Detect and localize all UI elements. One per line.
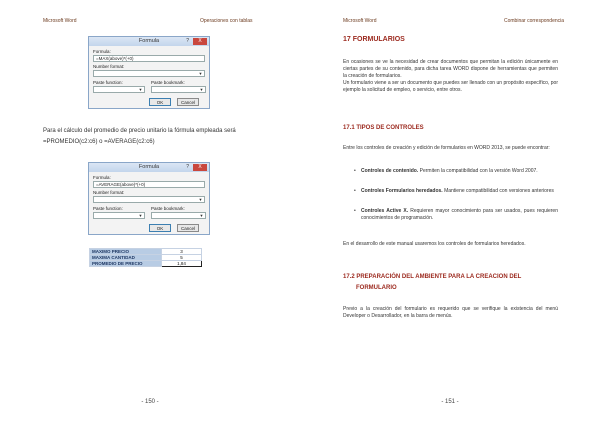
list-item: • Controles Active X. Requieren mayor conocimiento para ser usados, pues requieren conocimientos de programación.	[354, 208, 558, 221]
table-cell-value: 5	[162, 255, 202, 261]
paragraph-5: Previo a la creación del formulario es requerido que se verifique la existencia del menú Developer o Desarrollador, en la barra de menús.	[343, 306, 558, 319]
chevron-down-icon: ▼	[199, 213, 204, 218]
table-row	[90, 261, 212, 267]
paragraph-1: En ocasiones se ve la necesidad de crear documentos que permitan la edición únicamente en ciertas partes de su contenido, para dicha tarea WORD dispone de herramientas que permiten la creación de formularios.	[343, 59, 558, 79]
page-number: - 150 -	[141, 399, 159, 405]
paragraph-line2: =PROMEDIO(c2:c6) o =AVERAGE(c2:c6)	[43, 139, 155, 145]
bullet-icon: •	[354, 188, 356, 194]
number-format-select[interactable]	[93, 196, 205, 203]
table-cell-label: MAXIMA CANTIDAD	[90, 255, 162, 261]
cancel-button[interactable]: Cancel	[177, 98, 199, 106]
ok-button[interactable]: OK	[149, 98, 171, 106]
formula-input[interactable]: =AVERAGE(above)*(+0)	[93, 181, 205, 188]
cancel-button[interactable]: Cancel	[177, 224, 199, 232]
list-item: • Controles de contenido. Permiten la compatibilidad con la versión Word 2007.	[354, 168, 538, 174]
heading-17-2-line2: FORMULARIO	[356, 285, 397, 291]
results-table	[89, 248, 212, 267]
close-icon[interactable]: X	[193, 164, 207, 171]
bullet-icon: •	[354, 208, 356, 214]
heading-17-1: 17.1 TIPOS DE CONTROLES	[343, 125, 424, 131]
dialog-titlebar	[89, 163, 209, 172]
paste-bookmark-label: Paste bookmark:	[151, 206, 185, 211]
chevron-down-icon: ▼	[199, 87, 204, 92]
formula-label: Formula:	[93, 175, 111, 180]
formula-input[interactable]: =MAX(above)*(+0)	[93, 55, 205, 62]
number-format-label: Number format:	[93, 64, 125, 69]
header-left: Microsoft Word	[43, 18, 77, 24]
bullet-icon: •	[354, 168, 356, 174]
header-left: Microsoft Word	[343, 18, 377, 24]
page-number: - 151 -	[441, 399, 459, 405]
chevron-down-icon: ▼	[198, 71, 203, 76]
table-cell-empty	[202, 261, 212, 267]
formula-dialog-average	[88, 162, 210, 235]
paragraph-3: Entre los controles de creación y edición de formularios en WORD 2013, se puede encontrar:	[343, 145, 550, 151]
paragraph-4: En el desarrollo de este manual usaremos los controles de formularios heredados.	[343, 241, 526, 247]
chevron-down-icon: ▼	[198, 197, 203, 202]
paste-function-label: Paste function:	[93, 80, 123, 85]
table-cell-value: 1,84	[162, 261, 202, 267]
table-cell-value: 3	[162, 249, 202, 255]
paste-bookmark-select[interactable]	[151, 86, 206, 93]
chevron-down-icon: ▼	[138, 87, 143, 92]
dialog-title: Formula	[138, 164, 160, 170]
table-cell-label: PROMEDIO DE PRECIO	[90, 261, 162, 267]
header-right: Combinar correspondencia	[504, 18, 565, 24]
dialog-titlebar	[89, 37, 209, 46]
close-icon[interactable]: X	[193, 38, 207, 45]
paste-bookmark-label: Paste bookmark:	[151, 80, 185, 85]
paragraph-2: Un formulario viene a ser un documento que puedes ser llenado con un propósito específico, por ejemplo la solicitud de empleo, o servicio, entre otros.	[343, 80, 558, 93]
number-format-label: Number format:	[93, 190, 125, 195]
paste-function-select[interactable]	[93, 86, 145, 93]
help-icon[interactable]: ?	[186, 38, 189, 44]
paste-function-label: Paste function:	[93, 206, 123, 211]
header-right: Operaciones con tablas	[200, 18, 253, 24]
paragraph-line1: Para el cálculo del promedio de precio unitario la fórmula empleada será	[43, 128, 236, 134]
dialog-title: Formula	[138, 38, 160, 44]
heading-17-2-line1: 17.2 PREPARACIÓN DEL AMBIENTE PARA LA CREACION DEL	[343, 274, 522, 280]
paste-function-select[interactable]	[93, 212, 145, 219]
table-cell-label: MAXIMO PRECIO	[90, 249, 162, 255]
ok-button[interactable]: OK	[149, 224, 171, 232]
formula-label: Formula:	[93, 49, 111, 54]
formula-dialog-max	[88, 36, 210, 109]
chevron-down-icon: ▼	[138, 213, 143, 218]
heading-17: 17 FORMULARIOS	[343, 36, 405, 43]
list-item: • Controles Formularios heredados. Mantiene compatibilidad con versiones anteriores	[354, 188, 554, 194]
number-format-select[interactable]	[93, 70, 205, 77]
help-icon[interactable]: ?	[186, 164, 189, 170]
paste-bookmark-select[interactable]	[151, 212, 206, 219]
